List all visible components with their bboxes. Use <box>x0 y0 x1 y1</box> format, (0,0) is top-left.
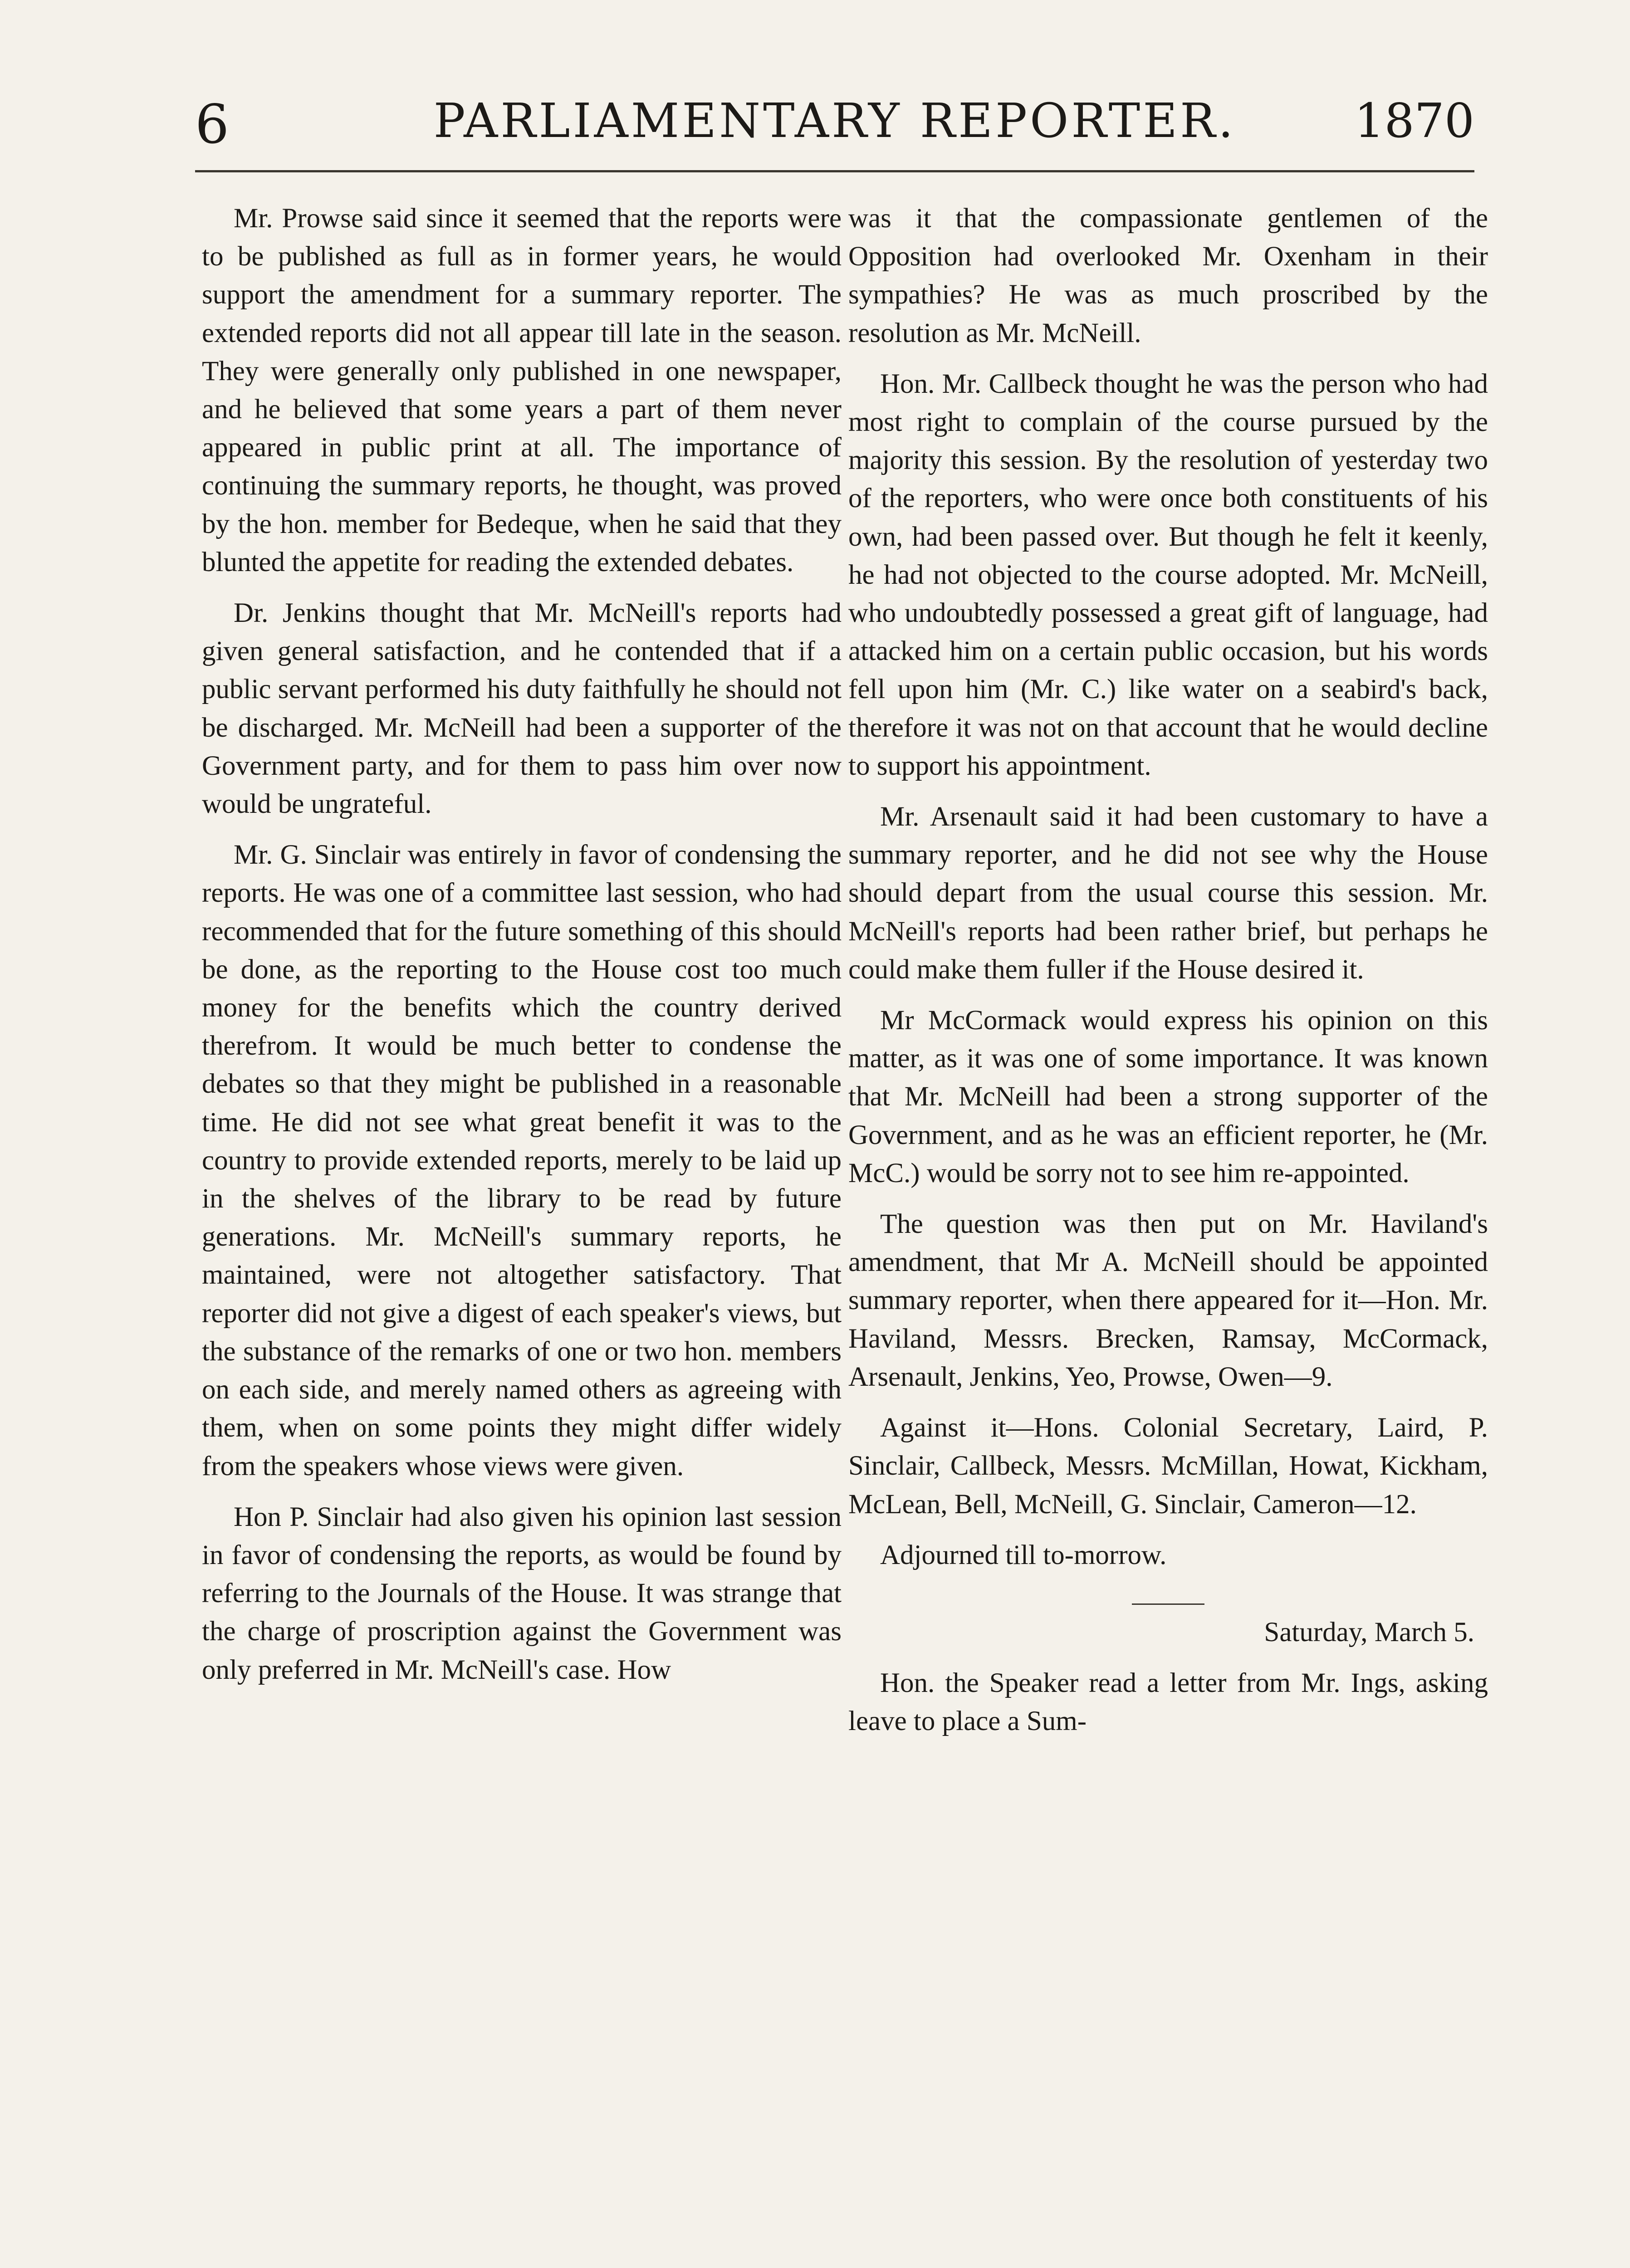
header-year: 1870 <box>1354 93 1474 148</box>
paragraph-vote-for: The question was then put on Mr. Haviland's amendment, that Mr A. McNeill should be appointed summary reporter, when there appeared for it—Hon. Mr. Haviland, Messrs. Brecken, Ramsay, McCormack, Arsenault, Jenkins, Yeo, Prowse, Owen—9. <box>848 1209 1488 1392</box>
paragraph-adjourned: Adjourned till to-morrow. <box>880 1540 1167 1570</box>
right-column <box>848 200 1488 1754</box>
paragraph-speaker: Hon. the Speaker read a letter from Mr. Ings, asking leave to place a Sum- <box>848 1668 1488 1737</box>
header-rule <box>195 170 1474 172</box>
paragraph-p-sinclair: Hon P. Sinclair had also given his opinion last session in favor of condensing the reports, as would be found by referring to the Journals of the House. It was strange that the charge of proscription against the Government was only preferred in Mr. McNeill's case. How <box>202 1501 842 1685</box>
dateline: Saturday, March 5. <box>1264 1617 1474 1647</box>
paragraph-arsenault: Mr. Arsenault said it had been customary to have a summary reporter, and he did not see why the House should depart from the usual course this session. Mr. McNeill's reports had been rather brief, but perhaps he could make them fuller if the House desired it. <box>848 802 1488 985</box>
paragraph-callbeck: Hon. Mr. Callbeck thought he was the person who had most right to complain of the course pursued by the majority this session. By the resolution of yesterday two of the reporters, who were once both constituents of his own, had been passed over. But though he felt it keenly, he had not objected to the course adopted. Mr. McNeill, who undoubtedly possessed a great gift of language, had attacked him on a certain public occasion, but his words fell upon him (Mr. C.) like water on a seabird's back, therefore it was not on that account that he would decline to support his appointment. <box>848 368 1488 781</box>
section-divider <box>848 1587 1488 1605</box>
running-title: PARLIAMENTARY REPORTER. <box>433 93 1236 148</box>
left-column <box>202 200 842 1702</box>
paragraph-g-sinclair: Mr. G. Sinclair was entirely in favor of condensing the reports. He was one of a committee last session, who had recommended that for the future something of this should be done, as the reporting to the House cost too much money for the benefits which the country derived therefrom. It would be much better to condense the debates so that they might be published in a reasonable time. He did not see what great benefit it was to the country to provide extended reports, merely to be laid up in the shelves of the library to be read by future generations. Mr. McNeill's summary reports, he maintained, were not altogether satisfactory. That reporter did not give a digest of each speaker's views, but the substance of the remarks of one or two hon. members on each side, and merely named others as agreeing with them, when on some points they might differ widely from the speakers whose views were given. <box>202 840 842 1481</box>
paragraph-jenkins: Dr. Jenkins thought that Mr. McNeill's reports had given general satisfaction, and he contended that if a public servant performed his duty faithfully he should not be discharged. Mr. McNeill had been a supporter of the Government party, and for them to pass him over now would be ungrateful. <box>202 598 842 820</box>
paragraph-mccormack: Mr McCormack would express his opinion on this matter, as it was one of some importance. It was known that Mr. McNeill had been a strong supporter of the Government, and as he was an efficient reporter, he (Mr. McC.) would be sorry not to see him re-appointed. <box>848 1005 1488 1188</box>
paragraph-vote-against: Against it—Hons. Colonial Secretary, Laird, P. Sinclair, Callbeck, Messrs. McMillan, Howat, Kickham, McLean, Bell, McNeill, G. Sinclair, Cameron—12. <box>848 1413 1488 1520</box>
paragraph-prowse: Mr. Prowse said since it seemed that the reports were to be published as full as in former years, he would support the amendment for a summary reporter. The extended reports did not all appear till late in the season. They were generally only published in one newspaper, and he believed that some years a part of them never appeared in public print at all. The importance of continuing the summary reports, he thought, was proved by the hon. member for Bedeque, when he said that they blunted the appetite for reading the extended debates. <box>202 203 842 577</box>
page-number: 6 <box>195 93 230 156</box>
paragraph-continuation: was it that the compassionate gentlemen of the Opposition had overlooked Mr. Oxenham in their sympathies? He was as much proscribed by the resolution as Mr. McNeill. <box>848 203 1488 348</box>
page-header <box>195 93 1474 156</box>
